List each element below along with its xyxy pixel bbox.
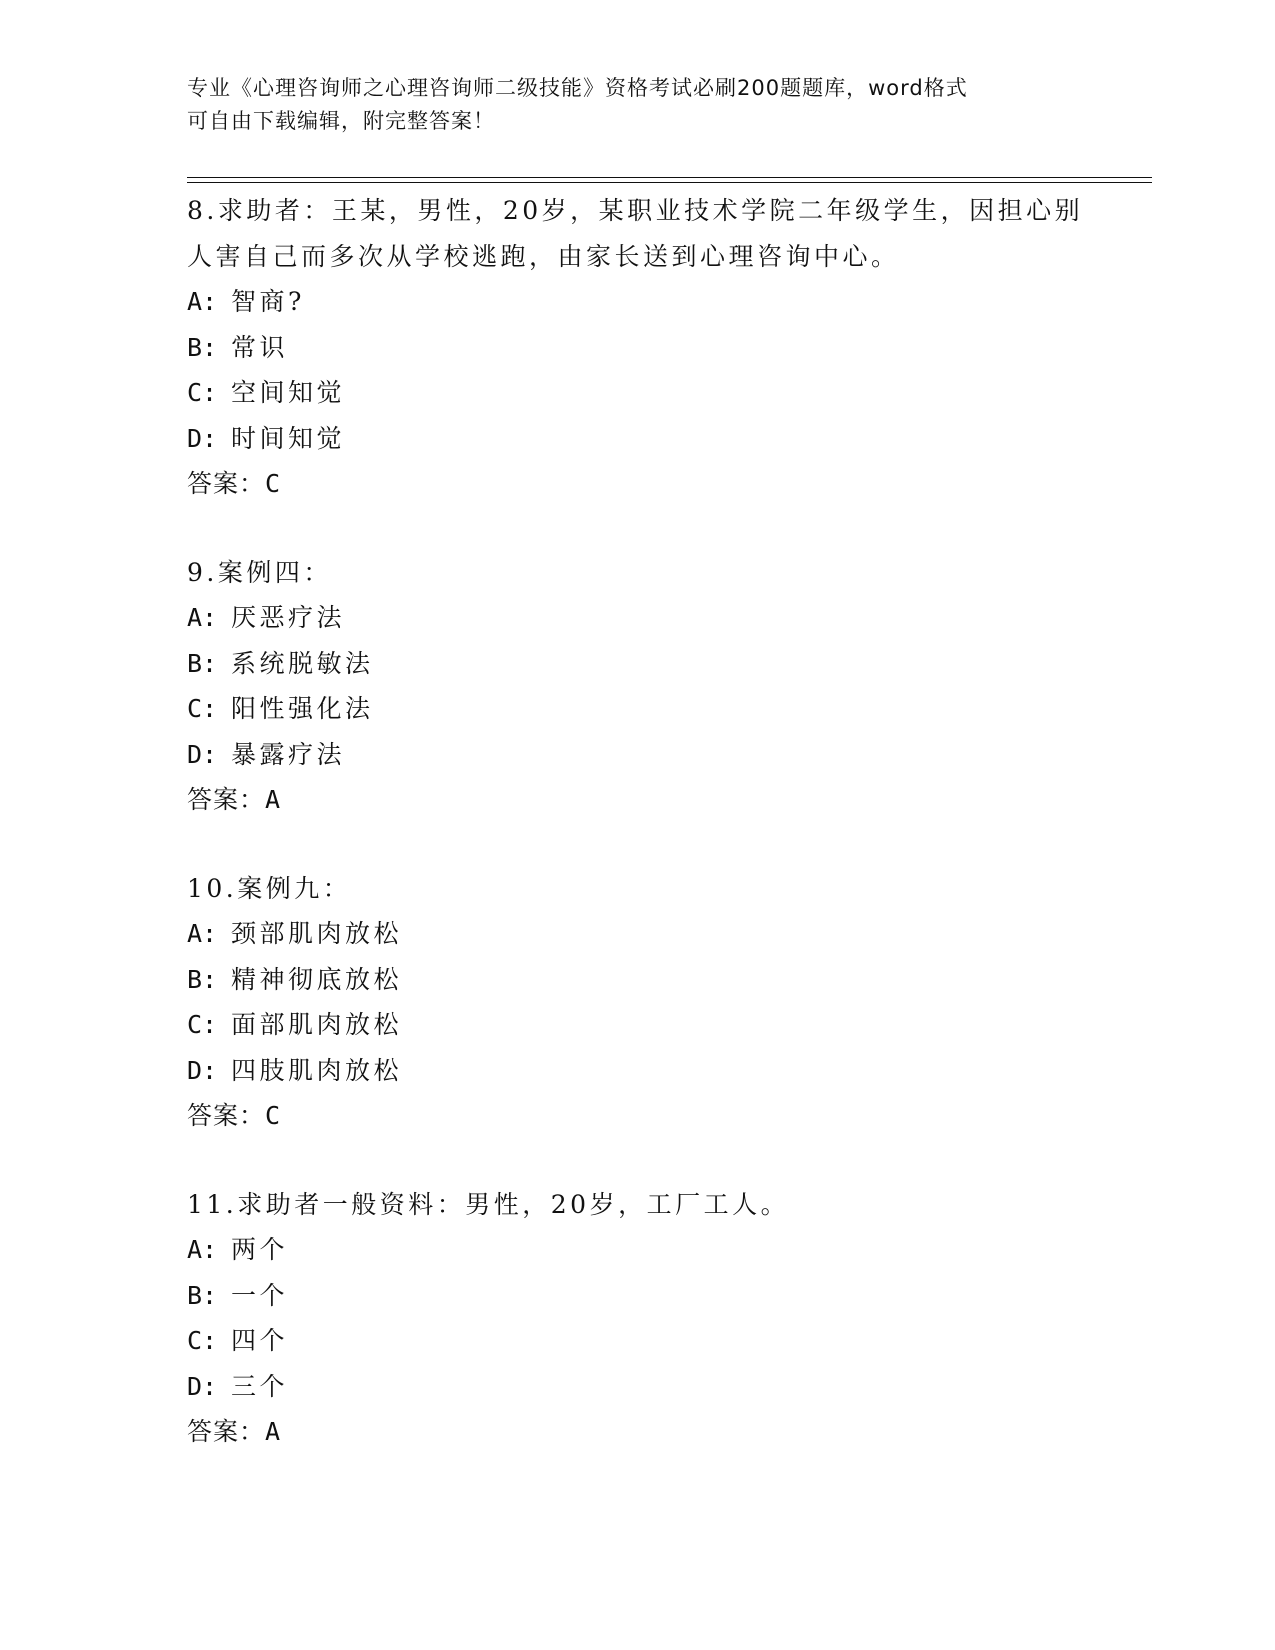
option-text: 厌恶疗法 — [231, 603, 346, 632]
header-line-1: 专业《心理咨询师之心理咨询师二级技能》资格考试必刷200题题库，word格式 — [187, 76, 968, 100]
question-8 — [187, 188, 1087, 507]
option-c — [187, 1002, 1087, 1048]
option-b — [187, 957, 1087, 1003]
option-text: 三个 — [231, 1371, 289, 1401]
question-stem: 11.求助者一般资料：男性，20岁，工厂工人。 — [187, 1189, 790, 1219]
option-letter: B: — [187, 964, 218, 994]
option-a — [187, 911, 1087, 957]
answer-line — [187, 1093, 1087, 1139]
option-b — [187, 641, 1087, 687]
answer-label: 答案： — [187, 1417, 266, 1446]
header-line-2: 可自由下载编辑，附完整答案！ — [187, 109, 495, 133]
option-text: 智商? — [231, 287, 305, 316]
answer-label: 答案： — [187, 1101, 266, 1130]
document-header — [187, 72, 1087, 138]
option-text: 面部肌肉放松 — [231, 1010, 403, 1039]
option-c — [187, 1318, 1087, 1364]
option-letter: B: — [187, 648, 218, 678]
question-stem: 9.案例四： — [187, 557, 332, 587]
option-text: 颈部肌肉放松 — [231, 919, 403, 948]
answer-label: 答案： — [187, 785, 266, 814]
question-stem: 10.案例九： — [187, 873, 352, 903]
option-letter: C: — [187, 1326, 218, 1355]
question-9 — [187, 550, 1087, 823]
option-c — [187, 370, 1087, 416]
option-text: 两个 — [231, 1235, 289, 1264]
option-letter: D: — [187, 1055, 218, 1085]
option-letter: D: — [187, 423, 218, 453]
option-letter: D: — [187, 739, 218, 769]
option-letter: A: — [187, 603, 218, 632]
question-11 — [187, 1182, 1087, 1455]
option-text: 四肢肌肉放松 — [231, 1055, 403, 1085]
option-a — [187, 279, 1087, 325]
answer-value: C — [265, 469, 282, 498]
answer-value: A — [265, 1417, 282, 1446]
option-d — [187, 416, 1087, 462]
option-text: 一个 — [231, 1280, 289, 1310]
question-10 — [187, 866, 1087, 1139]
option-d — [187, 1048, 1087, 1094]
option-text: 阳性强化法 — [231, 694, 374, 723]
option-d — [187, 1364, 1087, 1410]
option-letter: B: — [187, 1280, 218, 1310]
option-text: 四个 — [231, 1326, 289, 1355]
option-letter: A: — [187, 919, 218, 948]
option-c — [187, 686, 1087, 732]
option-letter: D: — [187, 1371, 218, 1401]
question-stem: 8.求助者：王某，男性，20岁，某职业技术学院二年级学生，因担心别人害自己而多次从学校逃跑，由家长送到心理咨询中心。 — [187, 196, 1084, 271]
answer-label: 答案： — [187, 469, 266, 498]
option-letter: C: — [187, 694, 218, 723]
option-text: 精神彻底放松 — [231, 964, 403, 994]
option-b — [187, 325, 1087, 371]
option-a — [187, 1227, 1087, 1273]
answer-line — [187, 1409, 1087, 1455]
option-letter: B: — [187, 332, 218, 362]
option-text: 时间知觉 — [231, 423, 346, 453]
option-text: 空间知觉 — [231, 378, 346, 407]
option-text: 系统脱敏法 — [231, 648, 374, 678]
option-letter: C: — [187, 378, 218, 407]
answer-value: C — [265, 1101, 282, 1130]
answer-line — [187, 461, 1087, 507]
option-text: 常识 — [231, 332, 289, 362]
option-d — [187, 732, 1087, 778]
header-divider-bottom — [187, 182, 1152, 183]
option-letter: A: — [187, 1235, 218, 1264]
header-divider-top — [187, 177, 1152, 178]
question-list — [187, 188, 1087, 1498]
option-letter: C: — [187, 1010, 218, 1039]
option-text: 暴露疗法 — [231, 739, 346, 769]
option-a — [187, 595, 1087, 641]
option-b — [187, 1273, 1087, 1319]
answer-value: A — [265, 785, 282, 814]
answer-line — [187, 777, 1087, 823]
option-letter: A: — [187, 287, 218, 316]
